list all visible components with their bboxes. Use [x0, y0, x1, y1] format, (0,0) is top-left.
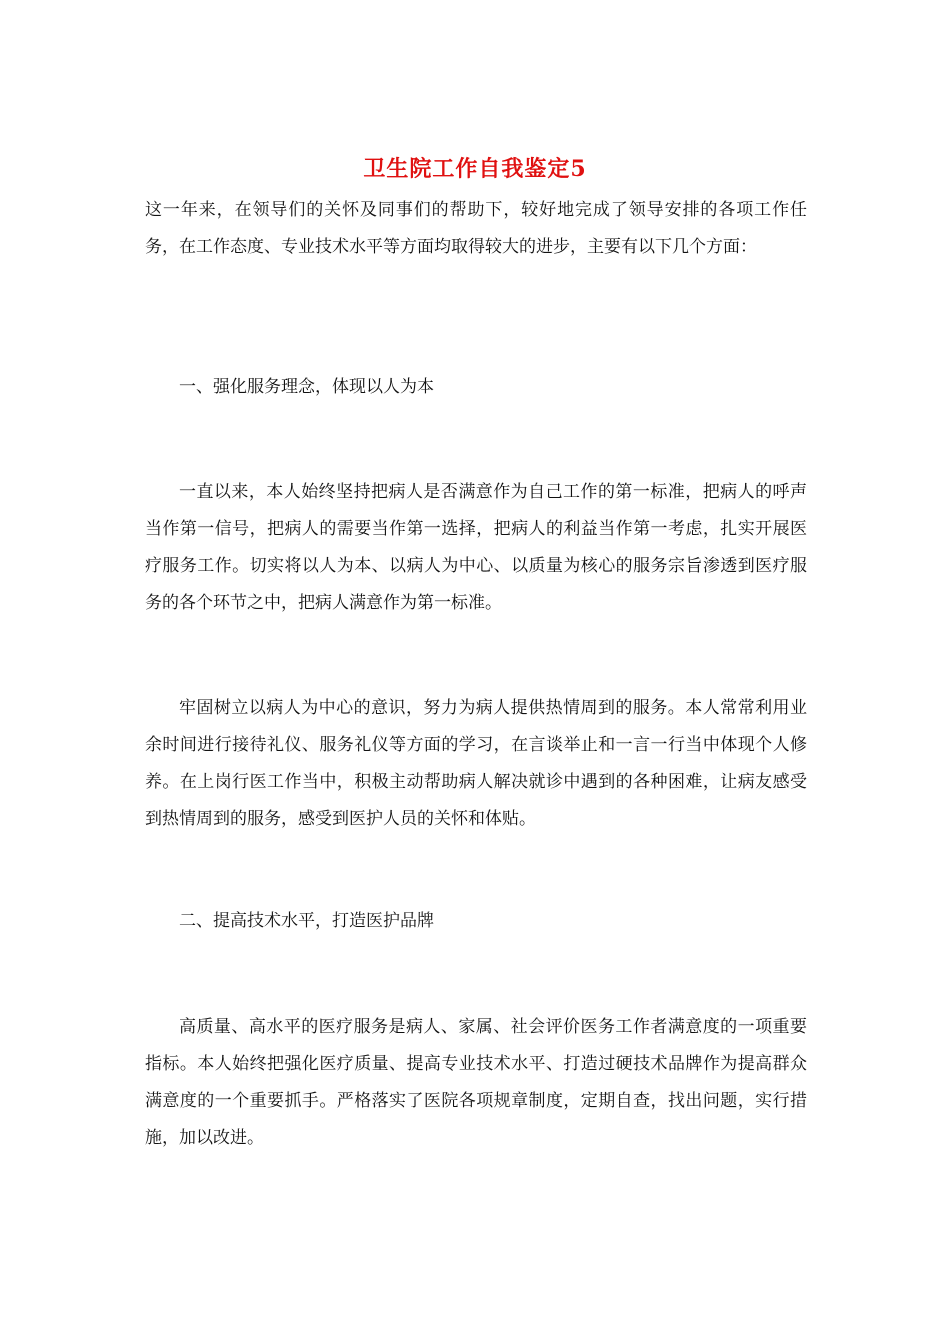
- document-title: 卫生院工作自我鉴定5: [363, 156, 587, 182]
- section-1-paragraph-2: 牢固树立以病人为中心的意识，努力为病人提供热情周到的服务。本人常常利用业余时间进行接待礼仪、服务礼仪等方面的学习，在言谈举止和一言一行当中体现个人修养。在上岗行医工作当中，积极主动帮助病人解决就诊中遇到的各种困难，让病友感受到热情周到的服务，感受到医护人员的关怀和体贴。: [145, 698, 807, 829]
- section-1-paragraph-1: 一直以来，本人始终坚持把病人是否满意作为自己工作的第一标准，把病人的呼声当作第一信号，把病人的需要当作第一选择，把病人的利益当作第一考虑，扎实开展医疗服务工作。切实将以人为本、以病人为中心、以质量为核心的服务宗旨渗透到医疗服务的各个环节之中，把病人满意作为第一标准。: [145, 482, 807, 613]
- section-1-heading: 一、强化服务理念，体现以人为本: [179, 377, 434, 397]
- section-2-heading: 二、提高技术水平，打造医护品牌: [179, 911, 434, 931]
- intro-paragraph: 这一年来，在领导们的关怀及同事们的帮助下，较好地完成了领导安排的各项工作任务，在工作态度、专业技术水平等方面均取得较大的进步，主要有以下几个方面：: [145, 200, 807, 257]
- section-2-paragraph-1: 高质量、高水平的医疗服务是病人、家属、社会评价医务工作者满意度的一项重要指标。本人始终把强化医疗质量、提高专业技术水平、打造过硬技术品牌作为提高群众满意度的一个重要抓手。严格落实了医院各项规章制度，定期自查，找出问题，实行措施，加以改进。: [145, 1017, 807, 1148]
